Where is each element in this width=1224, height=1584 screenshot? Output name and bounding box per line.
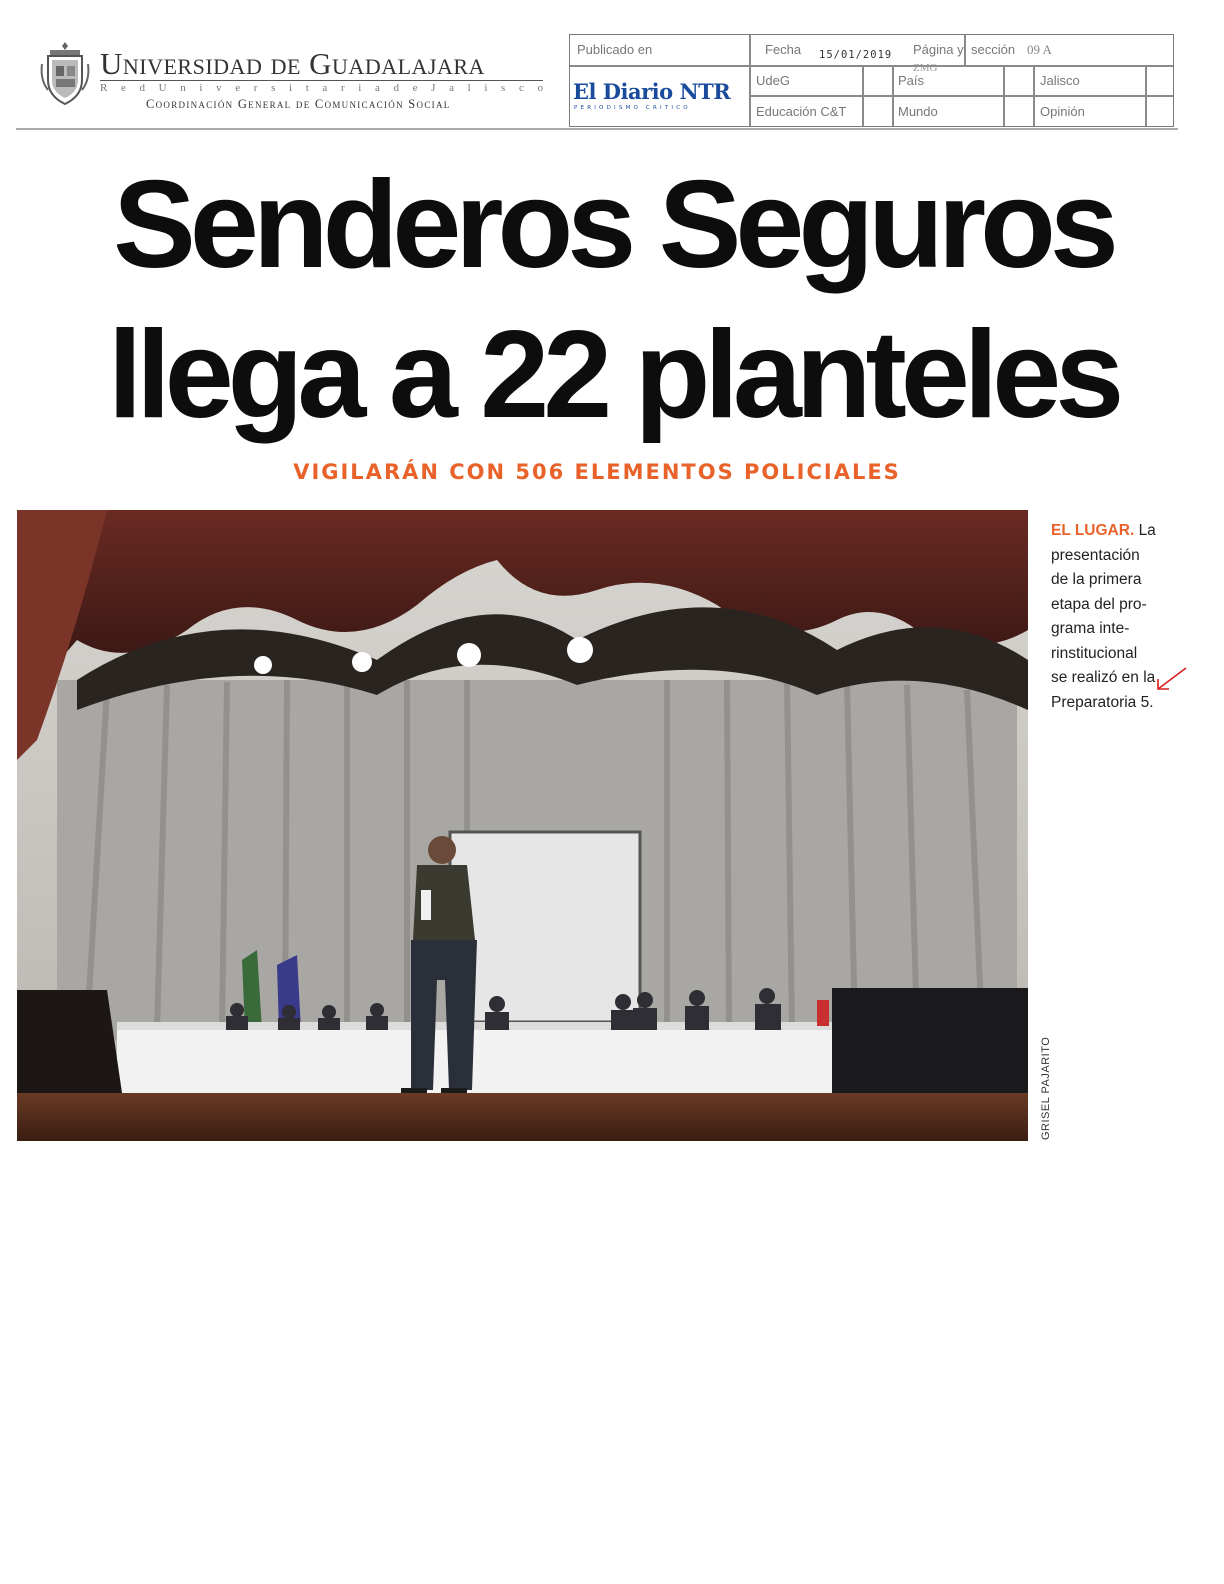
- category-udeg: UdeG: [756, 73, 790, 88]
- article-photo: [17, 510, 1028, 1141]
- network-letter: e: [120, 82, 126, 94]
- network-letter: i: [289, 82, 293, 94]
- network-letter: c: [518, 82, 524, 94]
- subheadline: VIGILARÁN CON 506 ELEMENTOS POLICIALES: [293, 460, 901, 484]
- network-letter: r: [340, 82, 345, 94]
- headline: [28, 150, 1198, 450]
- page-section-label: Página y: [913, 42, 964, 57]
- photo-credit: GRISEL PAJARITO: [1040, 1036, 1052, 1140]
- date-value: 15/01/2019: [819, 49, 893, 61]
- network-letter: i: [358, 82, 362, 94]
- coordination-name: Coordinación General de Comunicación Social: [146, 97, 451, 111]
- annotation-arrow-icon: [1152, 665, 1190, 693]
- category-pais: País: [898, 73, 925, 88]
- newspaper-logo: [572, 79, 748, 125]
- newspaper-tagline: PERIODISMO CRÍTICO: [574, 105, 691, 111]
- caption-line: grama inte-: [1051, 620, 1130, 637]
- network-letter: r: [253, 82, 258, 94]
- network-letter: s: [501, 82, 506, 94]
- network-letter: e: [412, 82, 418, 94]
- university-network: [100, 82, 543, 94]
- category-educacion: Educación C&T: [756, 104, 847, 119]
- network-letter: l: [467, 82, 471, 94]
- section-label: sección: [971, 42, 1016, 57]
- network-letter: i: [199, 82, 203, 94]
- caption-line: Preparatoria 5.: [1051, 693, 1154, 711]
- newspaper-name: El Diario NTR: [573, 79, 731, 104]
- network-letter: d: [139, 82, 146, 94]
- photo-caption: EL LUGAR. La presentación de la primera etapa del pro- grama inte- rinstitucional se realizó en la Preparatoria 5.: [1051, 519, 1169, 715]
- page-section-value: 09 A: [1027, 42, 1052, 57]
- category-jalisco: Jalisco: [1040, 73, 1080, 88]
- network-letter: s: [271, 82, 276, 94]
- caption-line: presentación: [1051, 546, 1140, 564]
- network-letter: i: [484, 82, 488, 94]
- caption-line: etapa del pro-: [1051, 595, 1147, 613]
- network-letter: e: [235, 82, 241, 94]
- network-letter: U: [158, 82, 167, 94]
- category-mundo: Mundo: [898, 104, 938, 119]
- caption-line: de la primera: [1051, 571, 1142, 588]
- headline-line-2: llega a 22 planteles: [107, 306, 1119, 444]
- header-divider: [100, 80, 543, 81]
- caption-line: se realizó en la: [1051, 669, 1156, 686]
- university-name: Universidad de Guadalajara: [100, 46, 485, 81]
- headline-line-1: Senderos Seguros: [113, 156, 1113, 294]
- network-letter: o: [537, 82, 543, 94]
- network-letter: t: [305, 82, 309, 94]
- university-seal-icon: [40, 40, 90, 108]
- network-letter: a: [374, 82, 380, 94]
- caption-label: EL LUGAR.: [1051, 522, 1135, 539]
- network-letter: v: [216, 82, 222, 94]
- caption-line: rinstitucional: [1051, 644, 1138, 662]
- network-letter: J: [431, 82, 436, 94]
- category-opinion: Opinión: [1040, 104, 1085, 119]
- network-letter: d: [393, 82, 399, 94]
- network-letter: R: [100, 82, 108, 94]
- header-rule: [16, 128, 1178, 130]
- published-in-label: Publicado en: [577, 42, 653, 57]
- network-letter: a: [449, 82, 454, 94]
- network-letter: n: [180, 82, 186, 94]
- network-letter: a: [322, 82, 328, 94]
- date-label: Fecha: [765, 42, 802, 57]
- region-value: ZMG: [913, 62, 938, 74]
